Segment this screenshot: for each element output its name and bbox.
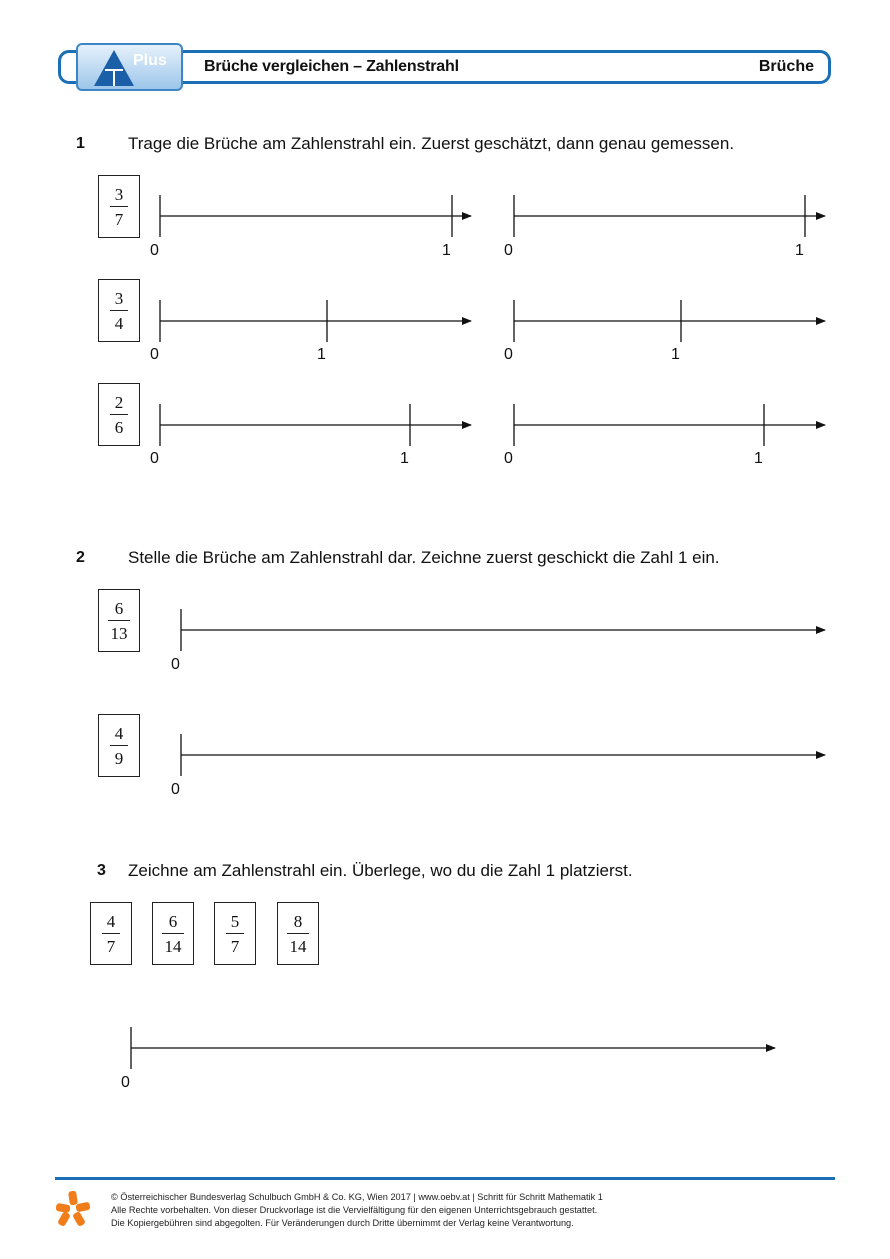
zero-label: 0: [150, 450, 159, 467]
task-3-fraction-a: [90, 902, 132, 965]
page-title: Brüche vergleichen – Zahlenstrahl: [204, 58, 459, 75]
denominator: 7: [230, 936, 240, 956]
task-3-fraction-d: [277, 902, 319, 965]
zero-label: 0: [504, 242, 513, 259]
denominator: 14: [289, 936, 307, 956]
number-line-2b: [181, 734, 825, 776]
footer-liability: Die Kopiergebühren sind abgegolten. Für Veränderungen durch Dritte übernimmt der Verlag keine Verantwortung.: [111, 1218, 574, 1228]
one-label: 1: [671, 346, 680, 363]
denominator: 7: [114, 209, 124, 229]
numerator: 5: [230, 911, 240, 931]
task-3-instruction: Zeichne am Zahlenstrahl ein. Überlege, wo du die Zahl 1 platzierst.: [128, 861, 633, 880]
task-2-fraction-b: [98, 714, 140, 777]
one-label: 1: [442, 242, 451, 259]
number-line-1c-left: [160, 404, 471, 446]
numerator: 4: [106, 911, 116, 931]
zero-label: 0: [171, 656, 180, 673]
task-3-fraction-c: [214, 902, 256, 965]
numerator: 2: [114, 392, 124, 412]
one-label: 1: [795, 242, 804, 259]
numerator: 4: [114, 723, 124, 743]
denominator: 13: [110, 623, 128, 643]
zero-label: 0: [121, 1074, 130, 1091]
task-2-number: 2: [76, 549, 85, 566]
task-3-fraction-b: [152, 902, 194, 965]
numerator: 8: [293, 911, 303, 931]
denominator: 6: [114, 417, 124, 437]
task-1-instruction: Trage die Brüche am Zahlenstrahl ein. Zuerst geschätzt, dann genau gemessen.: [128, 134, 735, 153]
zero-label: 0: [504, 346, 513, 363]
zero-label: 0: [504, 450, 513, 467]
numerator: 6: [114, 598, 124, 618]
footer-rights: Alle Rechte vorbehalten. Von dieser Druckvorlage ist die Vervielfältigung für den eigenen Unterrichtsgebrauch gestattet.: [111, 1205, 598, 1215]
number-line-1a-left: [160, 195, 471, 237]
denominator: 4: [114, 313, 124, 333]
zero-label: 0: [150, 242, 159, 259]
number-line-2a: [181, 609, 825, 651]
numerator: 3: [114, 288, 124, 308]
number-line-3: [131, 1027, 775, 1069]
numerator: 6: [168, 911, 178, 931]
logo-text: Plus: [133, 52, 167, 69]
one-label: 1: [317, 346, 326, 363]
number-line-1b-right: [514, 300, 825, 342]
zero-label: 0: [150, 346, 159, 363]
zero-label: 0: [171, 781, 180, 798]
numerator: 3: [114, 184, 124, 204]
denominator: 14: [164, 936, 182, 956]
number-line-1b-left: [160, 300, 471, 342]
task-2-fraction-a: [98, 589, 140, 652]
number-line-1a-right: [514, 195, 825, 237]
one-label: 1: [400, 450, 409, 467]
denominator: 9: [114, 748, 124, 768]
number-line-1c-right: [514, 404, 825, 446]
one-label: 1: [754, 450, 763, 467]
footer-copyright: © Österreichischer Bundesverlag Schulbuch GmbH & Co. KG, Wien 2017 | www.oebv.at | Schritt für Schritt Mathematik 1: [111, 1192, 603, 1202]
publisher-logo-icon: [55, 1190, 91, 1228]
footer-divider: [55, 1177, 835, 1180]
subject-label: Brüche: [758, 58, 814, 75]
task-1-number: 1: [76, 135, 85, 152]
task-3-number: 3: [97, 862, 106, 879]
task-2-instruction: Stelle die Brüche am Zahlenstrahl dar. Zeichne zuerst geschickt die Zahl 1 ein.: [128, 548, 720, 567]
denominator: 7: [106, 936, 116, 956]
